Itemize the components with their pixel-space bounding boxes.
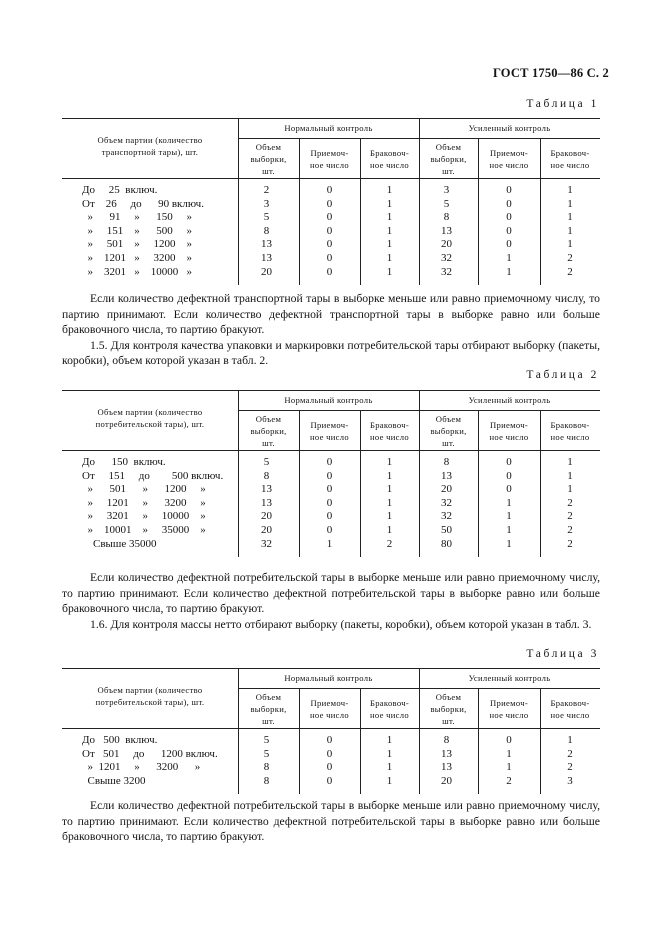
table-cell: 1 xyxy=(386,747,393,760)
header-line: ное число xyxy=(310,432,349,443)
sample-subheader xyxy=(419,413,478,450)
table-cell: 2 xyxy=(567,265,573,278)
table-cell: 1 xyxy=(567,483,573,496)
table-cell: 80 xyxy=(441,537,452,550)
table-cell: 1 xyxy=(386,184,393,196)
accept-subheader xyxy=(299,419,360,443)
header-rule xyxy=(62,450,600,451)
normal-control-header: Нормальный контроль xyxy=(284,673,373,683)
header-line: Браковоч- xyxy=(369,148,410,158)
header-line: ное число xyxy=(489,710,529,721)
reject-subheader xyxy=(540,697,600,721)
table-cell: 32 xyxy=(441,252,452,264)
paragraph: Если количество дефектной потребительской тары в выборке меньше или равно приемочному числу, то партию принимают. Если количество дефектной потребительской тары в выборке равно или больше браковочного числа, то партию бракуют. xyxy=(62,799,600,844)
header-line: потребительской тары), шт. xyxy=(95,419,205,430)
accept-subheader xyxy=(299,697,360,721)
table-cell: 13 xyxy=(261,252,272,264)
lot-range: От 151 до 500 включ. xyxy=(82,469,224,482)
header-line: шт. xyxy=(262,716,275,727)
table-cell: 1 xyxy=(386,761,393,774)
table-cell: 0 xyxy=(326,524,333,536)
sample-subheader xyxy=(238,141,299,178)
table-cell: 1 xyxy=(567,224,573,237)
header-line: Объем xyxy=(255,414,282,424)
table-cell: 1 xyxy=(567,734,573,746)
header-line: Объем партии (количество xyxy=(97,407,203,417)
table-cell: 0 xyxy=(326,184,333,196)
lot-range: До 25 включ. xyxy=(82,184,158,196)
table-cell: 0 xyxy=(326,496,333,509)
header-line: выборки, xyxy=(430,154,467,165)
header-line: Браковоч- xyxy=(369,698,410,708)
header-line: Приемоч- xyxy=(489,420,528,430)
table-cell: 0 xyxy=(326,456,333,468)
lot-range: » 3201 » 10000 » xyxy=(82,510,206,523)
page-header: ГОСТ 1750—86 С. 2 xyxy=(492,66,609,80)
table-cell: 1 xyxy=(506,747,512,760)
sample-subheader xyxy=(238,691,299,728)
table-cell: 20 xyxy=(261,510,272,523)
table-cell: 1 xyxy=(386,211,393,224)
top-rule xyxy=(62,668,600,669)
table-cell: 13 xyxy=(261,496,272,509)
table-cell: 0 xyxy=(506,734,512,746)
header-line: выборки, xyxy=(430,704,467,715)
lot-range: » 151 » 500 » xyxy=(82,224,192,237)
table-cell: 1 xyxy=(567,238,573,251)
table-cell: 1 xyxy=(386,510,393,523)
sample-subheader xyxy=(419,141,478,178)
header-line: Объем xyxy=(435,142,462,152)
table-cell: 1 xyxy=(386,524,393,536)
header-line: шт. xyxy=(442,166,455,177)
table-cell: 8 xyxy=(263,469,270,482)
header-line: Объем xyxy=(435,414,462,424)
header-line: потребительской тары), шт. xyxy=(95,697,205,708)
header-line: ное число xyxy=(489,160,529,171)
table-cell: 1 xyxy=(326,537,333,550)
table-cell: 20 xyxy=(441,238,452,251)
table-cell: 2 xyxy=(506,774,512,787)
table-cell: 0 xyxy=(506,197,512,210)
table-cell: 5 xyxy=(263,456,270,468)
table-cell: 1 xyxy=(506,537,512,550)
table-cell: 1 xyxy=(567,469,573,482)
header-line: шт. xyxy=(262,166,275,177)
header-line: Объем xyxy=(255,142,282,152)
table-cell: 0 xyxy=(506,469,512,482)
table-cell: 8 xyxy=(443,456,450,468)
table-cell: 0 xyxy=(326,761,333,774)
table-cell: 1 xyxy=(386,496,393,509)
header-line: ное число xyxy=(370,160,409,171)
table-cell: 13 xyxy=(441,747,452,760)
lot-range: Свыше 3200 xyxy=(82,774,146,787)
reject-subheader xyxy=(540,147,600,171)
header-line: Приемоч- xyxy=(310,698,349,708)
header-line: транспортной тары), шт. xyxy=(101,147,199,158)
table-cell: 2 xyxy=(567,510,573,523)
column-rule xyxy=(238,668,239,794)
top-rule xyxy=(62,390,600,391)
table-cell: 0 xyxy=(326,734,333,746)
sample-subheader xyxy=(419,691,478,728)
table-cell: 5 xyxy=(263,747,270,760)
table-cell: 0 xyxy=(326,510,333,523)
header-line: Приемоч- xyxy=(310,420,349,430)
table-cell: 2 xyxy=(567,761,573,774)
table-cell: 0 xyxy=(326,211,333,224)
lot-size-header xyxy=(62,134,238,158)
reject-subheader xyxy=(360,147,419,171)
header-line: Приемоч- xyxy=(310,148,349,158)
table-cell: 1 xyxy=(506,510,512,523)
table-cell: 1 xyxy=(567,197,573,210)
table-cell: 1 xyxy=(386,483,393,496)
lot-size-header xyxy=(62,684,238,708)
table-cell: 20 xyxy=(261,265,272,278)
accept-subheader xyxy=(478,147,540,171)
header-line: Браковоч- xyxy=(550,148,590,158)
accept-subheader xyxy=(478,697,540,721)
accept-subheader xyxy=(299,147,360,171)
header-line: Браковоч- xyxy=(369,420,410,430)
header-line: Объем партии (количество xyxy=(97,135,203,145)
table-2-label: Таблица 2 xyxy=(526,369,599,381)
table-cell: 32 xyxy=(441,496,452,509)
column-rule xyxy=(419,668,420,794)
table-cell: 1 xyxy=(386,197,393,210)
table-cell: 0 xyxy=(506,456,512,468)
table-cell: 13 xyxy=(441,224,452,237)
reject-subheader xyxy=(540,419,600,443)
table-cell: 20 xyxy=(441,774,452,787)
header-line: Браковоч- xyxy=(550,420,590,430)
table-cell: 0 xyxy=(326,197,333,210)
header-line: шт. xyxy=(262,438,275,449)
sample-subheader xyxy=(238,413,299,450)
header-rule xyxy=(62,728,600,729)
table-cell: 0 xyxy=(326,469,333,482)
table-cell: 0 xyxy=(326,774,333,787)
header-line: выборки, xyxy=(430,426,467,437)
table-cell: 1 xyxy=(567,211,573,224)
table-cell: 0 xyxy=(506,211,512,224)
paragraph: 1.6. Для контроля массы нетто отбирают выборку (пакеты, коробки), объем которой указан в табл. 3. xyxy=(90,617,592,631)
table-cell: 1 xyxy=(567,184,573,196)
header-line: выборки, xyxy=(250,704,287,715)
header-line: ное число xyxy=(550,432,590,443)
table-cell: 1 xyxy=(506,761,512,774)
table-cell: 1 xyxy=(506,252,512,264)
table-cell: 5 xyxy=(263,211,270,224)
header-line: шт. xyxy=(442,438,455,449)
table-cell: 13 xyxy=(261,483,272,496)
table-cell: 1 xyxy=(567,456,573,468)
table-cell: 2 xyxy=(567,747,573,760)
table-cell: 50 xyxy=(441,524,452,536)
table-cell: 1 xyxy=(506,265,512,278)
header-line: выборки, xyxy=(250,426,287,437)
table-cell: 0 xyxy=(326,747,333,760)
lot-range: » 1201 » 3200 » xyxy=(82,761,201,774)
lot-range: » 10001 » 35000 » xyxy=(82,524,206,536)
table-cell: 3 xyxy=(443,184,450,196)
header-line: ное число xyxy=(370,710,409,721)
header-line: ное число xyxy=(550,710,590,721)
tightened-control-header: Усиленный контроль xyxy=(468,673,551,683)
table-cell: 2 xyxy=(567,524,573,536)
table-cell: 0 xyxy=(506,184,512,196)
table-cell: 13 xyxy=(441,761,452,774)
tightened-control-header: Усиленный контроль xyxy=(468,395,551,405)
header-line: Приемоч- xyxy=(489,148,528,158)
table-cell: 0 xyxy=(326,483,333,496)
table-cell: 3 xyxy=(567,774,573,787)
table-cell: 1 xyxy=(386,456,393,468)
paragraph-block-3 xyxy=(62,798,600,845)
paragraph: 1.5. Для контроля качества упаковки и маркировки потребительской тары отбирают выборку (пакеты, коробки), объем которой указан в табл. 2. xyxy=(62,338,600,368)
table-cell: 32 xyxy=(441,265,452,278)
table-cell: 2 xyxy=(567,252,573,264)
paragraph: Если количество дефектной потребительской тары в выборке меньше или равно приемочному числу, то партию принимают. Если количество дефектной потребительской тары в выборке равно или больше браковочного числа, то партию бракуют. xyxy=(62,571,600,616)
table-cell: 0 xyxy=(326,252,333,264)
lot-range: » 1201 » 3200 » xyxy=(82,496,206,509)
table-cell: 1 xyxy=(386,252,393,264)
table-cell: 1 xyxy=(386,238,393,251)
lot-range: » 3201 » 10000 » xyxy=(82,265,192,278)
header-line: Приемоч- xyxy=(489,698,528,708)
table-cell: 0 xyxy=(506,238,512,251)
header-line: Объем xyxy=(255,692,282,702)
lot-size-header xyxy=(62,406,238,430)
table-cell: 13 xyxy=(261,238,272,251)
table-cell: 20 xyxy=(261,524,272,536)
table-cell: 5 xyxy=(263,734,270,746)
lot-range: » 501 » 1200 » xyxy=(82,483,206,496)
table-cell: 0 xyxy=(326,238,333,251)
header-line: ное число xyxy=(310,160,349,171)
table-cell: 1 xyxy=(386,265,393,278)
lot-range: До 150 включ. xyxy=(82,456,166,468)
table-cell: 1 xyxy=(386,734,393,746)
normal-control-header: Нормальный контроль xyxy=(284,123,373,133)
lot-range: » 1201 » 3200 » xyxy=(82,252,192,264)
table-cell: 1 xyxy=(506,524,512,536)
paragraph-block-2 xyxy=(62,570,600,632)
header-line: Объем партии (количество xyxy=(97,685,203,695)
table-cell: 1 xyxy=(506,496,512,509)
lot-range: До 500 включ. xyxy=(82,734,158,746)
table-cell: 0 xyxy=(506,224,512,237)
table-cell: 1 xyxy=(386,469,393,482)
tightened-control-header: Усиленный контроль xyxy=(468,123,551,133)
table-cell: 2 xyxy=(567,537,573,550)
table-cell: 5 xyxy=(443,197,450,210)
top-rule xyxy=(62,118,600,119)
lot-range: От 26 до 90 включ. xyxy=(82,197,204,210)
table-3-label: Таблица 3 xyxy=(526,648,599,660)
table-cell: 1 xyxy=(386,224,393,237)
paragraph: Если количество дефектной транспортной тары в выборке меньше или равно приемочному числу, то партию принимают. Если количество дефектной транспортной тары в выборке равно или больше браковочного числа, то партию бракуют. xyxy=(62,292,600,337)
table-cell: 2 xyxy=(263,184,270,196)
header-line: выборки, xyxy=(250,154,287,165)
table-cell: 0 xyxy=(326,224,333,237)
table-cell: 2 xyxy=(386,537,393,550)
header-line: шт. xyxy=(442,716,455,727)
header-line: ное число xyxy=(370,432,409,443)
accept-subheader xyxy=(478,419,540,443)
table-cell: 8 xyxy=(263,761,270,774)
lot-range: » 501 » 1200 » xyxy=(82,238,192,251)
table-cell: 0 xyxy=(326,265,333,278)
table-1-label: Таблица 1 xyxy=(526,98,599,110)
header-line: Браковоч- xyxy=(550,698,590,708)
table-cell: 32 xyxy=(261,537,272,550)
lot-range: » 91 » 150 » xyxy=(82,211,192,224)
table-cell: 3 xyxy=(263,197,270,210)
lot-range: От 501 до 1200 включ. xyxy=(82,747,218,760)
header-line: Объем xyxy=(435,692,462,702)
table-cell: 1 xyxy=(386,774,393,787)
header-rule xyxy=(62,178,600,179)
table-cell: 2 xyxy=(567,496,573,509)
table-cell: 13 xyxy=(441,469,452,482)
table-cell: 8 xyxy=(443,211,450,224)
header-line: ное число xyxy=(489,432,529,443)
table-cell: 8 xyxy=(263,774,270,787)
reject-subheader xyxy=(360,419,419,443)
reject-subheader xyxy=(360,697,419,721)
header-line: ное число xyxy=(550,160,590,171)
paragraph-block-1 xyxy=(62,291,600,369)
normal-control-header: Нормальный контроль xyxy=(284,395,373,405)
lot-range: Свыше 35000 xyxy=(82,537,157,550)
table-cell: 8 xyxy=(443,734,450,746)
table-cell: 32 xyxy=(441,510,452,523)
header-line: ное число xyxy=(310,710,349,721)
table-cell: 20 xyxy=(441,483,452,496)
table-cell: 0 xyxy=(506,483,512,496)
table-cell: 8 xyxy=(263,224,270,237)
